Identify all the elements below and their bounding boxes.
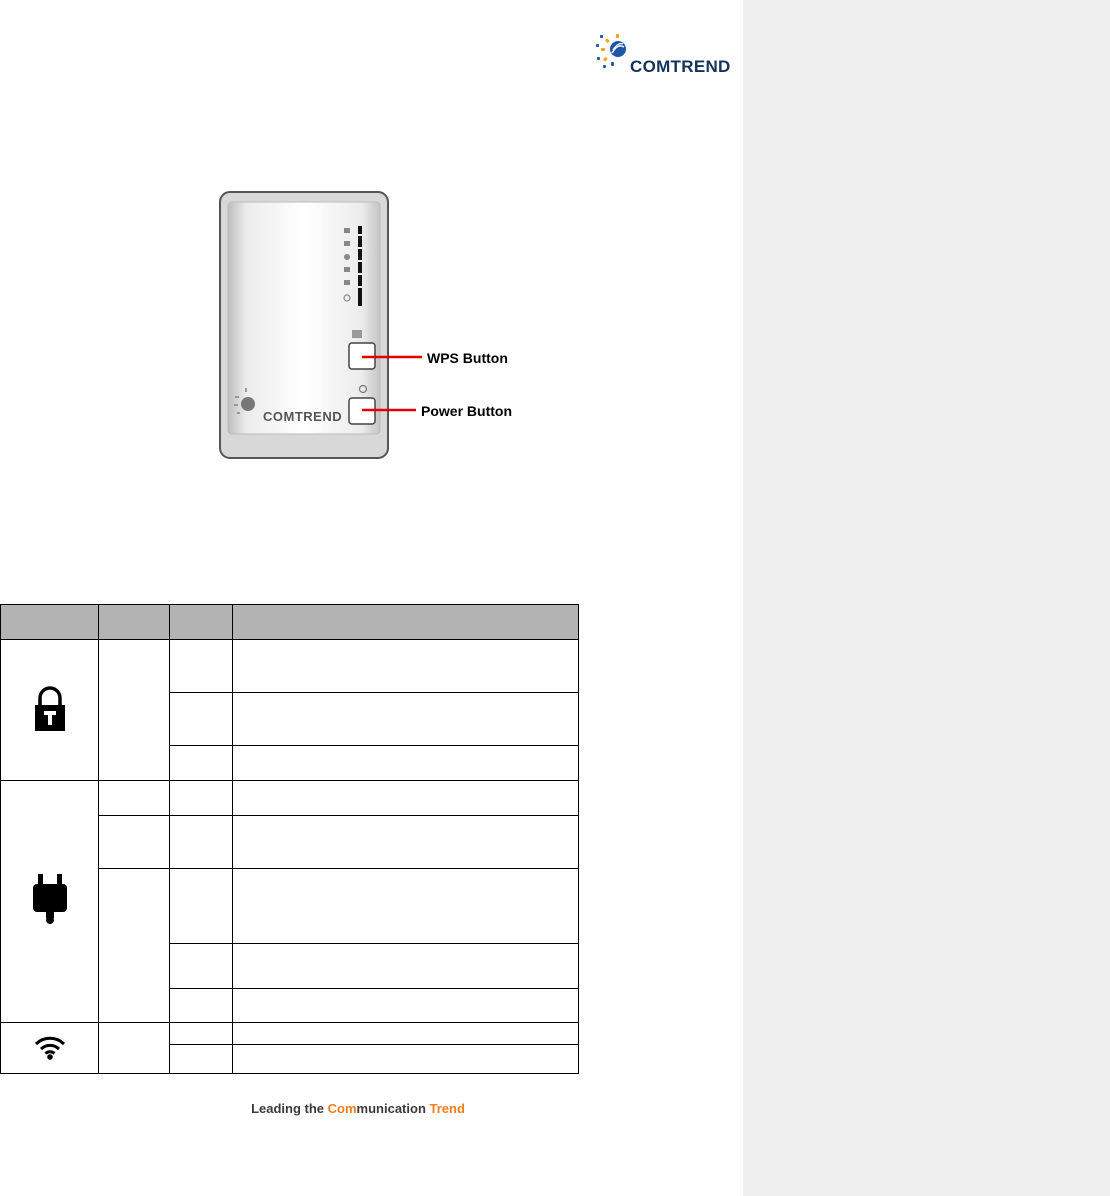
table-cell xyxy=(170,781,233,816)
table-cell xyxy=(170,989,233,1023)
header-cell-led xyxy=(1,605,99,640)
table-cell xyxy=(233,781,579,816)
header-cell-indication xyxy=(233,605,579,640)
plug-icon xyxy=(31,874,69,926)
table-row xyxy=(1,781,579,816)
wifi-icon xyxy=(33,1034,67,1060)
footer-text-3: munication xyxy=(356,1101,430,1116)
footer-text-4: Trend xyxy=(429,1101,465,1116)
table-cell xyxy=(170,693,233,746)
footer-text-1: Leading the xyxy=(251,1101,328,1116)
header-cell-color xyxy=(99,605,170,640)
table-cell xyxy=(233,989,579,1023)
table-cell xyxy=(99,869,170,1023)
device-illustration xyxy=(218,190,538,465)
table-cell xyxy=(233,640,579,693)
table-cell xyxy=(233,944,579,989)
table-row xyxy=(1,640,579,693)
led-indicator-table xyxy=(0,604,579,1074)
table-cell xyxy=(233,1023,579,1045)
table-cell xyxy=(233,746,579,781)
table-cell xyxy=(99,640,170,781)
wps-button-callout: WPS Button xyxy=(427,350,508,366)
brand-logo xyxy=(594,33,744,81)
table-cell xyxy=(99,816,170,869)
table-cell xyxy=(233,869,579,944)
table-header-row xyxy=(1,605,579,640)
table-cell xyxy=(170,640,233,693)
table-cell xyxy=(99,1023,170,1074)
footer-text-2: Com xyxy=(327,1101,357,1116)
lock-icon xyxy=(33,686,67,732)
table-cell xyxy=(99,781,170,816)
brand-logo-text: COMTREND xyxy=(630,57,731,76)
header-cell-mode xyxy=(170,605,233,640)
table-cell xyxy=(233,1045,579,1074)
footer-slogan xyxy=(0,1101,716,1116)
power-button-callout: Power Button xyxy=(421,403,512,419)
sun-logo-icon xyxy=(594,33,634,73)
table-cell xyxy=(170,746,233,781)
icon-cell-plug xyxy=(1,781,99,1023)
icon-cell-lock xyxy=(1,640,99,781)
table-cell xyxy=(170,1023,233,1045)
table-cell xyxy=(170,944,233,989)
table-cell xyxy=(170,1045,233,1074)
table-cell xyxy=(233,816,579,869)
comment-margin-panel xyxy=(743,0,1110,1196)
table-cell xyxy=(170,816,233,869)
table-cell xyxy=(233,693,579,746)
table-cell xyxy=(170,869,233,944)
table-row xyxy=(1,1023,579,1045)
device-logo-text: COMTREND xyxy=(263,409,343,424)
icon-cell-wifi xyxy=(1,1023,99,1074)
